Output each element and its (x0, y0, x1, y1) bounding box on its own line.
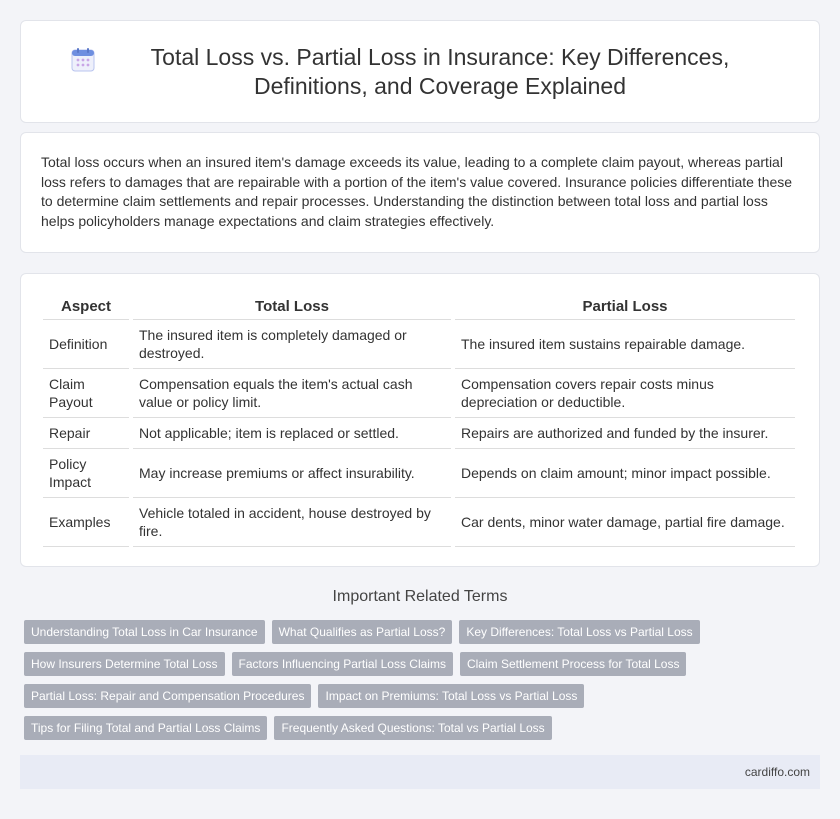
related-term-tag[interactable]: Impact on Premiums: Total Loss vs Partial Loss (318, 684, 584, 708)
related-term-tag[interactable]: Tips for Filing Total and Partial Loss Claims (24, 716, 267, 740)
tag-row (24, 684, 814, 708)
row-aspect: Claim Payout (43, 369, 129, 418)
tag-row (24, 620, 814, 644)
related-term-tag[interactable]: How Insurers Determine Total Loss (24, 652, 225, 676)
table-row (43, 369, 795, 418)
table-row (43, 320, 795, 369)
row-aspect: Policy Impact (43, 449, 129, 498)
tag-row (24, 652, 814, 676)
row-total-loss: Vehicle totaled in accident, house destroyed by fire. (133, 498, 451, 547)
intro-paragraph: Total loss occurs when an insured item's damage exceeds its value, leading to a complete claim payout, whereas partial loss refers to damages that are repairable with a portion of the item's value covered. Insurance policies differentiate these to determine claim settlements and repair processes. Understanding the distinction between total loss and partial loss helps policyholders manage expectations and claim strategies effectively. (41, 154, 793, 229)
related-term-tag[interactable]: Understanding Total Loss in Car Insurance (24, 620, 265, 644)
tag-row (24, 716, 814, 740)
row-aspect: Repair (43, 418, 129, 449)
related-terms-heading: Important Related Terms (332, 588, 508, 605)
page-title: Total Loss vs. Partial Loss in Insurance: Key Differences, Definitions, and Coverage Explained (150, 43, 730, 99)
related-term-tag[interactable]: Partial Loss: Repair and Compensation Procedures (24, 684, 311, 708)
comparison-table (39, 294, 799, 547)
related-term-tag[interactable]: Key Differences: Total Loss vs Partial Loss (459, 620, 699, 644)
footer-site-link[interactable]: cardiffo.com (744, 765, 810, 779)
row-total-loss: Not applicable; item is replaced or settled. (133, 418, 451, 449)
related-terms-list (24, 620, 814, 748)
table-header-row (43, 294, 795, 320)
table-row (43, 418, 795, 449)
comparison-table-card (20, 273, 820, 567)
intro-card (20, 132, 820, 253)
row-aspect: Definition (43, 320, 129, 369)
row-partial-loss: Compensation covers repair costs minus depreciation or deductible. (455, 369, 795, 418)
footer (20, 755, 820, 789)
calendar-icon (70, 47, 96, 73)
column-header-total-loss: Total Loss (133, 294, 451, 320)
row-partial-loss: Repairs are authorized and funded by the insurer. (455, 418, 795, 449)
related-term-tag[interactable]: Claim Settlement Process for Total Loss (460, 652, 687, 676)
row-total-loss: The insured item is completely damaged or destroyed. (133, 320, 451, 369)
row-partial-loss: Car dents, minor water damage, partial fire damage. (455, 498, 795, 547)
related-term-tag[interactable]: Factors Influencing Partial Loss Claims (232, 652, 453, 676)
row-partial-loss: Depends on claim amount; minor impact possible. (455, 449, 795, 498)
related-term-tag[interactable]: Frequently Asked Questions: Total vs Partial Loss (274, 716, 551, 740)
row-total-loss: Compensation equals the item's actual cash value or policy limit. (133, 369, 451, 418)
title-card (20, 20, 820, 123)
column-header-aspect: Aspect (43, 294, 129, 320)
table-row (43, 449, 795, 498)
column-header-partial-loss: Partial Loss (455, 294, 795, 320)
row-total-loss: May increase premiums or affect insurability. (133, 449, 451, 498)
row-aspect: Examples (43, 498, 129, 547)
related-term-tag[interactable]: What Qualifies as Partial Loss? (272, 620, 453, 644)
row-partial-loss: The insured item sustains repairable damage. (455, 320, 795, 369)
table-row (43, 498, 795, 547)
